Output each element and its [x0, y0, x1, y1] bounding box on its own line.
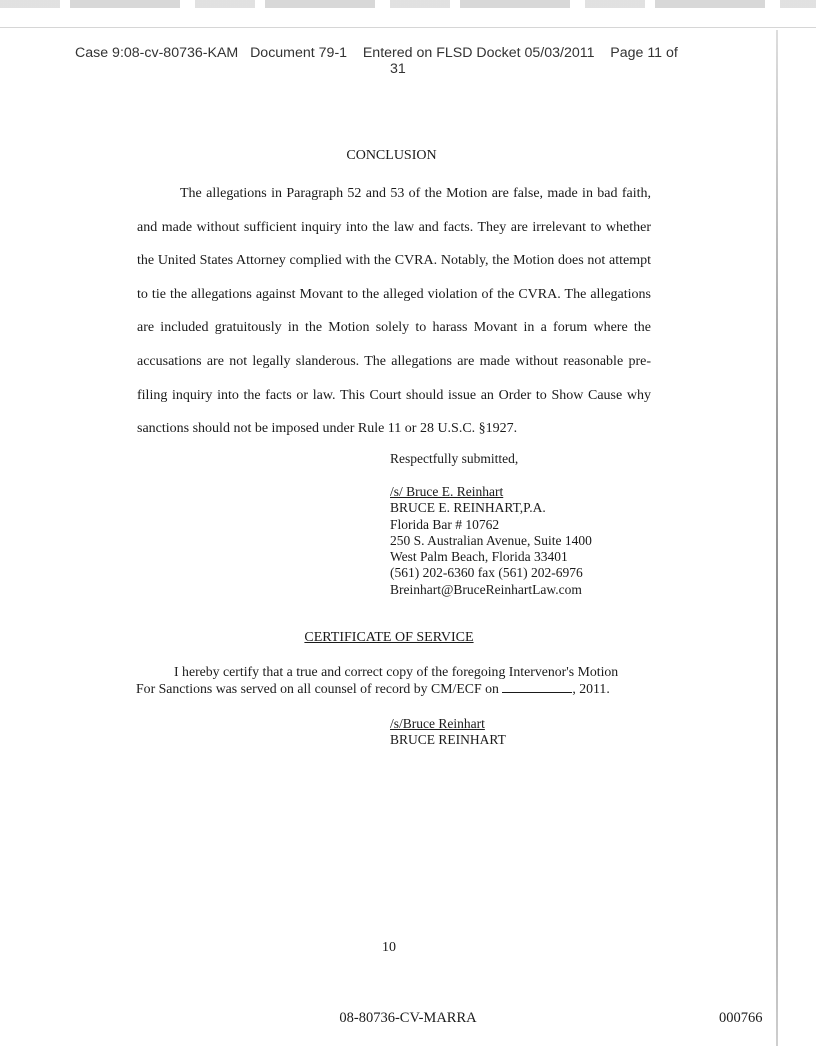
header-case-number: Case 9:08-cv-80736-KAM: [75, 45, 239, 61]
conclusion-body: [137, 177, 651, 446]
signature-block: [390, 484, 592, 598]
phone-fax: (561) 202-6360 fax (561) 202-6976: [390, 565, 583, 581]
certificate-line-1: I hereby certify that a true and correct copy of the foregoing Intervenor's Motion: [174, 664, 619, 679]
scan-artifact-right-edge: [776, 30, 778, 1046]
firm-name: BRUCE E. REINHART,P.A.: [390, 500, 546, 516]
e-signature: /s/ Bruce E. Reinhart: [390, 484, 504, 499]
cert-e-signature: /s/Bruce Reinhart: [390, 716, 485, 731]
conclusion-paragraph: The allegations in Paragraph 52 and 53 of the Motion are false, made in bad faith, and made without sufficient inquiry into the law and facts. They are irrelevant to whether the United States Attorney complied with the CVRA. Notably, the Motion does not attempt to tie the allegations against Movant to the alleged violation of the CVRA. The allegations are included gratuitously in the Motion solely to harass Movant in a forum where the accusations are not legally slanderous. The allegations are made without reasonable pre-filing inquiry into the facts or law. This Court should issue an Order to Show Cause why sanctions should not be imposed under Rule 11 or 28 U.S.C. §1927.: [137, 186, 651, 437]
address-line-2: West Palm Beach, Florida 33401: [390, 549, 568, 565]
scan-artifact-top: [0, 0, 816, 8]
section-title: CONCLUSION: [346, 148, 437, 163]
address-line-1: 250 S. Australian Avenue, Suite 1400: [390, 532, 592, 548]
bar-number: Florida Bar # 10762: [390, 516, 500, 532]
closing: Respectfully submitted,: [390, 451, 519, 466]
page-number: 10: [382, 940, 396, 955]
certificate-title: CERTIFICATE OF SERVICE: [304, 630, 474, 645]
header-page-total: 31: [390, 61, 406, 77]
cert-signature-block: [390, 716, 506, 749]
docket-header: [75, 45, 755, 77]
header-document-number: Document 79-1: [250, 45, 348, 61]
cert-signer-name: BRUCE REINHART: [390, 732, 506, 748]
header-page: Page 11 of: [610, 45, 678, 61]
certificate-line-2-year: , 2011.: [572, 681, 610, 696]
footer-case-ref: 08-80736-CV-MARRA: [339, 1010, 477, 1026]
certificate-line-2-text: For Sanctions was served on all counsel of record by CM/ECF on: [136, 681, 499, 696]
certificate-line-2: [136, 680, 656, 697]
certificate-body: [136, 663, 656, 697]
date-blank: [502, 680, 572, 693]
scan-artifact-line: [0, 27, 816, 28]
footer-bates-number: 000766: [719, 1010, 763, 1026]
header-entered: Entered on FLSD Docket 05/03/2011: [362, 45, 595, 61]
email: Breinhart@BruceReinhartLaw.com: [390, 581, 582, 597]
